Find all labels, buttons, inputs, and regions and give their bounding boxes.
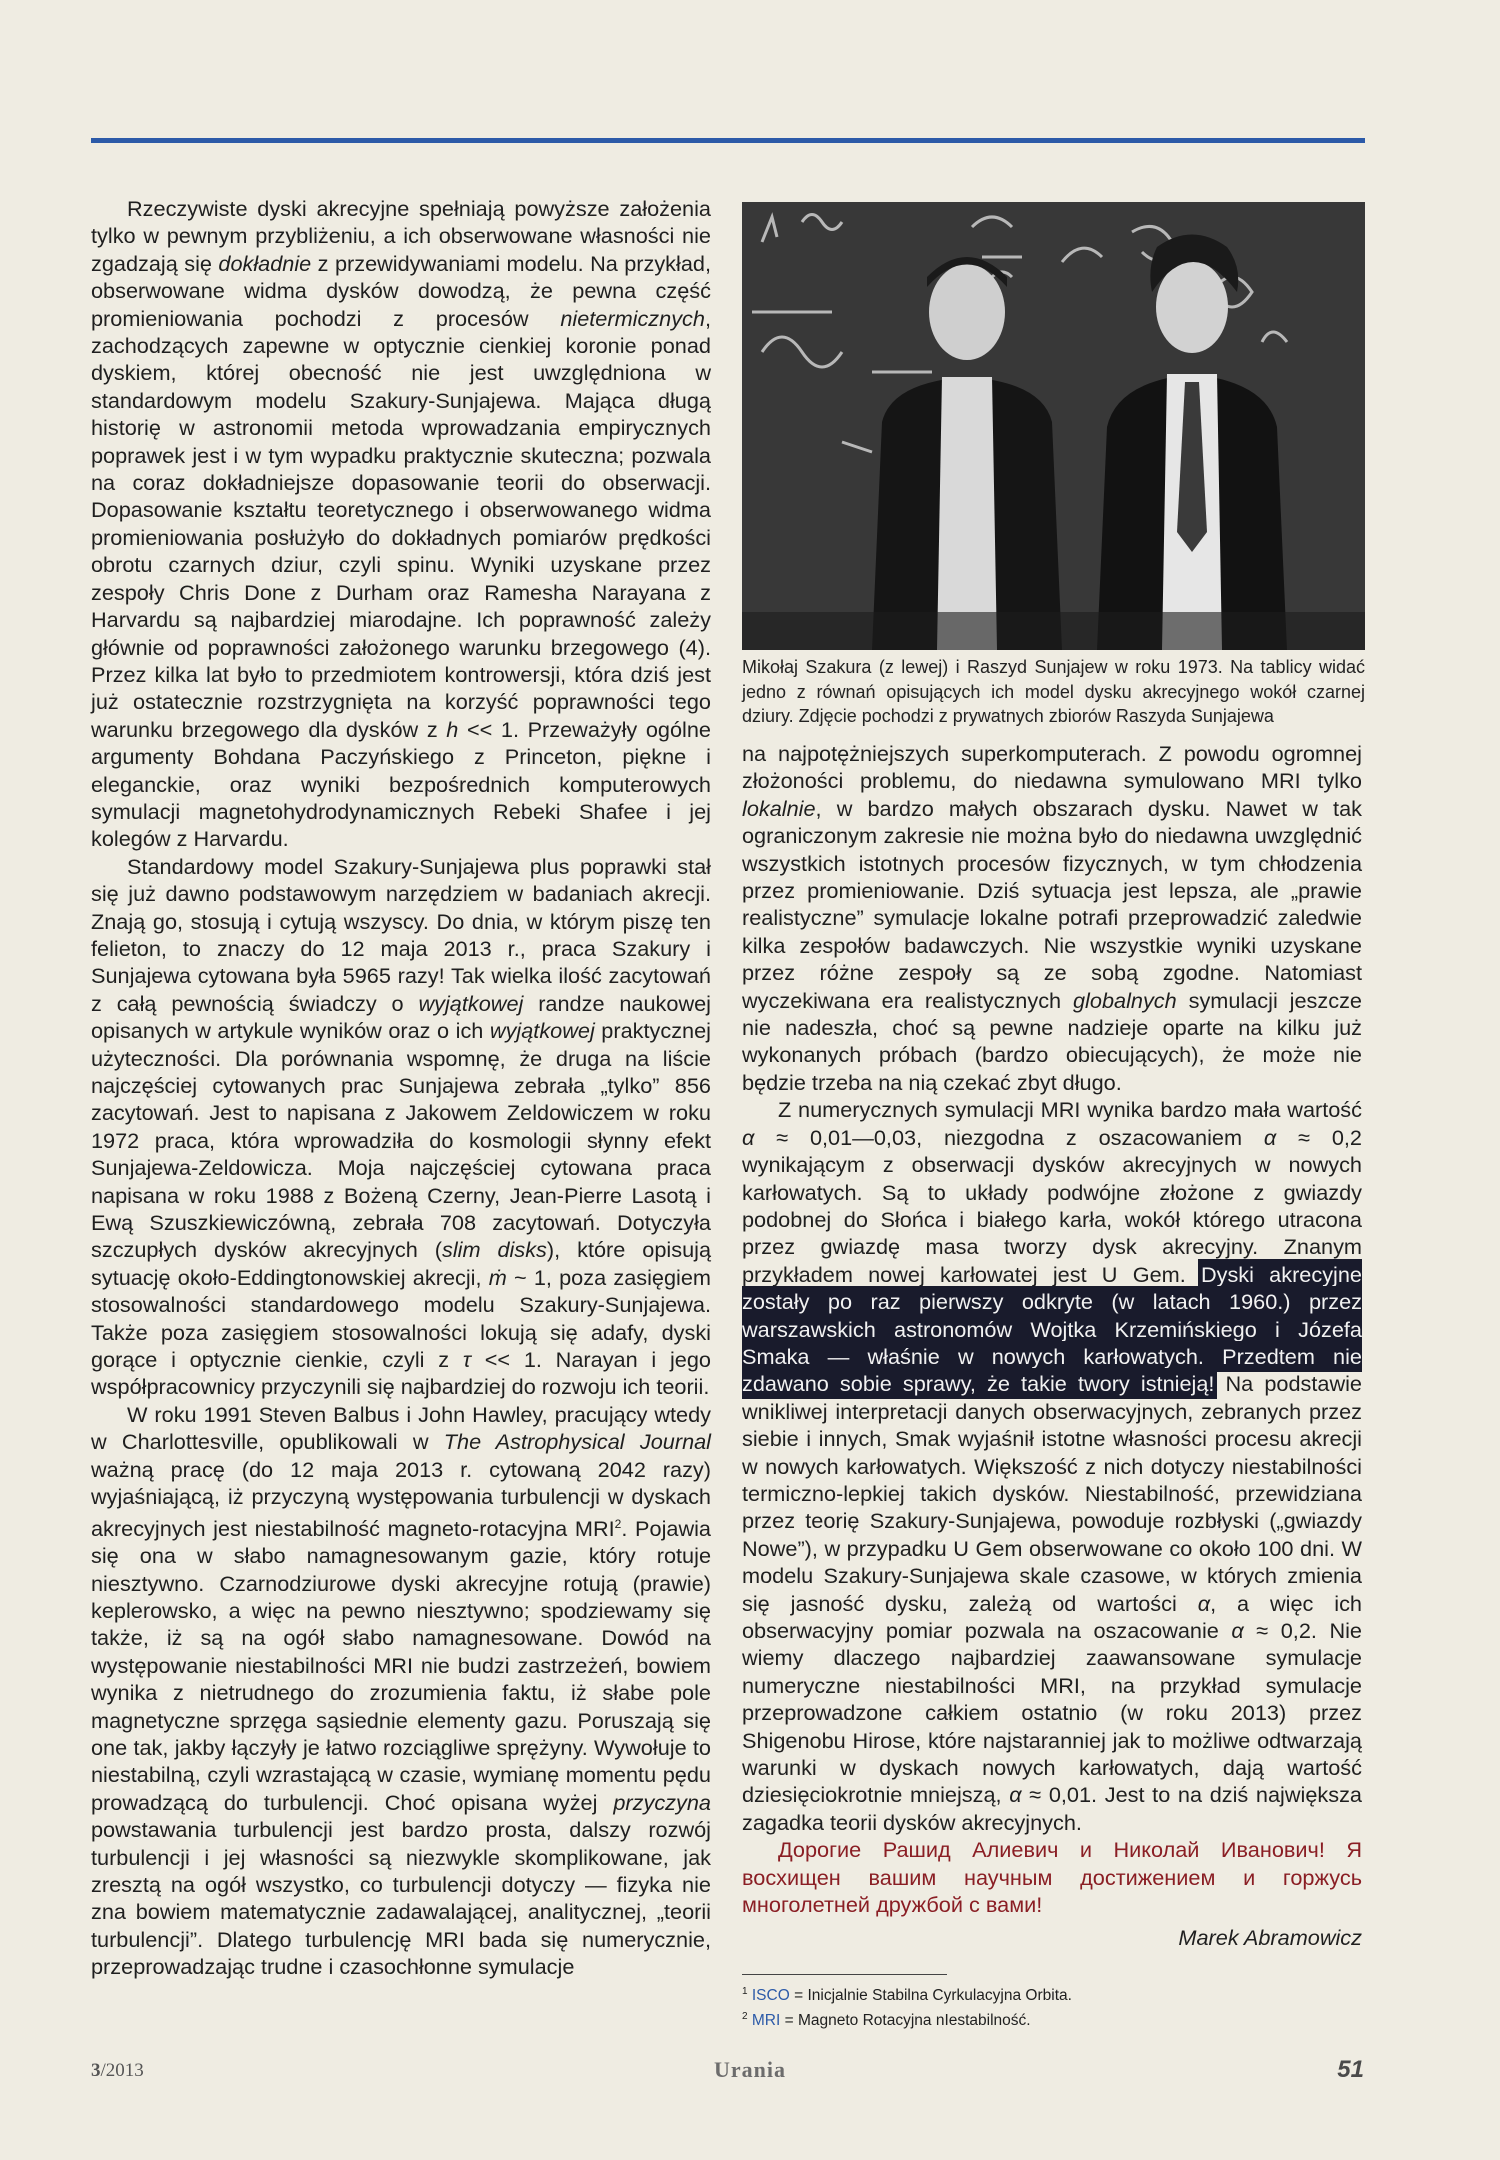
top-rule [91, 138, 1365, 143]
footnote-rule [742, 1974, 947, 1975]
paragraph: W roku 1991 Steven Balbus i John Hawley, pracujący wtedy w Charlottesville, opublikowali w The Astrophysical Journal ważną pracę (do 12 maja 2013 r. cytowaną 2042 razy) wyjaśniającą, iż przyczyną występowania turbulencji w dyskach akrecyjnych jest niestabilność magneto-rotacyjna MRI$^2$. Pojawia się ona w słabo namagnesowanym gazie, który rotuje niesztywno. Czarnodziurowe dyski akrecyjne rotują (prawie) keplerowsko, a więc na pewno niesztywno; spodziewamy się także, iż są na ogół słabo namagnesowane. Dowód na występowanie niestabilności MRI nie budzi zastrzeżeń, bowiem wynika z nietrudnego do zrozumienia faktu, iż słabe pole magnetyczne sprzęga sąsiednie elementy gazu. Poruszają się one tak, jakby łączyły je łatwo rozciągliwe sprężyny. Wywołuje to niestabilną, czyli wzrastającą w czasie, wymianę momentu pędu prowadzącą do turbulencji. Choć opisana wyżej przyczyna powstawania turbulencji jest bardzo prosta, dalszy rozwój turbulencji i jej własności są niezwykle skomplikowane, jak zresztą na ogół wszystko, co turbulencji dotyczy — fizyka nie zna bowiem matematycznie zadawalającej, analitycznej, „teorii turbulencji”. Dlatego turbulencję MRI bada się numerycznie, przeprowadzając trudne i czasochłonne symulacje [91, 1401, 712, 1980]
photo-caption: Mikołaj Szakura (z lewej) i Raszyd Sunjajew w roku 1973. Na tablicy widać jedno z równań opisujących ich model dysku akrecyjnego wokół czarnej dziury. Zdjęcie pochodzi z prywatnych zbiorów Raszyda Sunjajewa [742, 657, 1365, 726]
footnote-2: $^2$ MRI = Magneto Rotacyjna nIestabilność. [742, 2011, 1031, 2030]
footnote-1: $^1$ ISCO = Inicjalnie Stabilna Cyrkulacyjna Orbita. [742, 1985, 1072, 2005]
issue-number: 3/2013 [91, 2060, 144, 2081]
paragraph: Rzeczywiste dyski akrecyjne spełniają powyższe założenia tylko w pewnym przybliżeniu, a ich obserwowane własności nie zgadzają się dokładnie z przewidywaniami modelu. Na przykład, obserwowane widma dysków dowodzą, że pewna część promieniowania pochodzi z procesów nietermicznych, zachodzących zapewne w optycznie cienkiej koronie ponad dyskiem, której obecność nie jest uwzględniona w standardowym modelu Szakury-Sunjajewa. Mająca długą historię w astronomii metoda wprowadzania empirycznych poprawek jest i w tym wypadku praktycznie skuteczna; pozwala na coraz dokładniejsze dopasowanie teorii do obserwacji. Dopasowanie kształtu teoretycznego i obserwowanego widma promieniowania posłużyło do dokładnych pomiarów prędkości obrotu czarnych dziur, czyli spinu. Wyniki uzyskane przez zespoły Chris Done z Durham oraz Ramesha Narayana z Harvardu są najbardziej miarodajne. Ich poprawność zależy głównie od poprawności założonego warunku brzegowego (4). Przez kilka lat było to przedmiotem kontrowersji, która dziś jest już ostatecznie rozstrzygnięta na korzyść poprawności tego warunku brzegowego dla dysków z h << 1. Przeważyły ogólne argumenty Bohdana Paczyńskiego z Princeton, piękne i eleganckie, oraz wyniki bezpośrednich komputerowych symulacji magnetohydrodynamicznych Rebeki Shafee i jej kolegów z Harvardu. [91, 196, 711, 852]
russian-dedication: Дорогие Рашид Алиевич и Николай Иванович! Я восхищен вашим научным достижением и горжусь многолетней дружбой с вами! [742, 1837, 1362, 1918]
journal-name: Urania [714, 2057, 786, 2082]
author-signature: Marek Abramowicz [1178, 1925, 1362, 1951]
highlighted-passage: Dyski akrecyjne zostały po raz pierwszy odkryte (w latach 1960.) przez warszawskich astronomów Wojtka Krzemińskiego i Józefa Smaka — właśnie w nowych karłowatych. Przedtem nie zdawano sobie sprawy, że takie twory istnieją! [742, 1261, 1362, 1397]
paragraph: Z numerycznych symulacji MRI wynika bardzo mała wartość α ≈ 0,01—0,03, niezgodna z oszacowaniem α ≈ 0,2 wynikającym z obserwacji dysków akrecyjnych w nowych karłowatych. Są to układy podwójne złożone z gwiazdy podobnej do Słońca i białego karła, wokół którego utracona przez gwiazdę masa tworzy dysk akrecyjny. Znanym przykładem nowej karłowatej jest U Gem. Dyski akrecyjne zostały po raz pierwszy odkryte (w latach 1960.) przez warszawskich astronomów Wojtka Krzemińskiego i Józefa Smaka — właśnie w nowych karłowatych. Przedtem nie zdawano sobie sprawy, że takie twory istnieją! Na podstawie wnikliwej interpretacji danych obserwacyjnych, zebranych przez siebie i innych, Smak wyjaśnił istotne własności procesu akrecji w nowych karłowatych. Większość z nich dotyczy niestabilności termiczno-lepkiej takich dysków. Niestabilność, przewidziana przez teorię Szakury-Sunjajewa, powoduje rozbłyski („gwiazdy Nowe”), w przypadku U Gem obserwowane co około 100 dni. W modelu Szakury-Sunjajewa skale czasowe, w których zmienia się jasność dysku, zależą od wartości α, a więc ich obserwacyjny pomiar pozwala na oszacowanie α ≈ 0,2. Nie wiemy dlaczego najbardziej zaawansowane symulacje numeryczne niestabilności MRI, na przykład symulacje przeprowadzone całkiem ostatnio (w roku 2013) przez Shigenobu Hirose, które najstaranniej jak to możliwe odtwarzają warunki w dyskach nowych karłowatych, dają wartość dziesięciokrotnie mniejszą, α ≈ 0,01. Jest to na dziś największa zagadka teorii dysków akrecyjnych. [742, 1097, 1362, 1835]
right-column [742, 740, 1362, 2031]
historical-photo [742, 202, 1365, 650]
page-number: 51 [1337, 2056, 1364, 2083]
paragraph: na najpotężniejszych superkomputerach. Z powodu ogromnej złożoności problemu, do niedawna symulowano MRI tylko lokalnie, w bardzo małych obszarach dysku. Nawet w tak ograniczonym zakresie nie można było do niedawna uwzględnić wszystkich istotnych procesów fizycznych, w tym chłodzenia przez promieniowanie. Dziś sytuacja jest lepsza, ale „prawie realistyczne” symulacje lokalne potrafi przeprowadzić zaledwie kilka zespołów badawczych. Nie wszystkie wyniki uzyskane przez różne zespoły są ze sobą zgodne. Natomiast wyczekiwana era realistycznych globalnych symulacji jeszcze nie nadeszła, choć są pewne nadzieje oparte na kilku już wykonanych próbach (bardzo obiecujących), że może nie będzie trzeba na nią czekać zbyt długo. [742, 741, 1362, 1095]
paragraph: Standardowy model Szakury-Sunjajewa plus poprawki stał się już dawno podstawowym narzędziem w badaniach akrecji. Znają go, stosują i cytują wszyscy. Do dnia, w którym piszę ten felieton, to znaczy do 12 maja 2013 r., praca Szakury i Sunjajewa cytowana była 5965 razy! Tak wielka ilość zacytowań z całą pewnością świadczy o wyjątkowej randze naukowej opisanych w artykule wyników oraz o ich wyjątkowej praktycznej użyteczności. Dla porównania wspomnę, że druga na liście najczęściej cytowanych prac Sunjajewa zebrała „tylko” 856 zacytowań. Jest to napisana z Jakowem Zeldowiczem w roku 1972 praca, która wprowadziła do kosmologii słynny efekt Sunjajewa-Zeldowicza. Moja najczęściej cytowana praca napisana w roku 1988 z Bożeną Czerny, Jean-Pierre Lasotą i Ewą Szuszkiewiczówną, zebrała 708 zacytowań. Dotyczyła szczupłych dysków akrecyjnych (slim disks), które opisują sytuację około-Eddingtonowskiej akrecji, ṁ ~ 1, poza zasięgiem stosowalności standardowego modelu Szakury-Sunjajewa. Także poza zasięgiem stosowalności lokują się adafy, dyski gorące i optycznie cienkie, czyli z τ << 1. Narayan i jego współpracownicy przyczynili się najbardziej do rozwoju ich teorii. [91, 853, 712, 1400]
left-column [91, 195, 711, 1981]
